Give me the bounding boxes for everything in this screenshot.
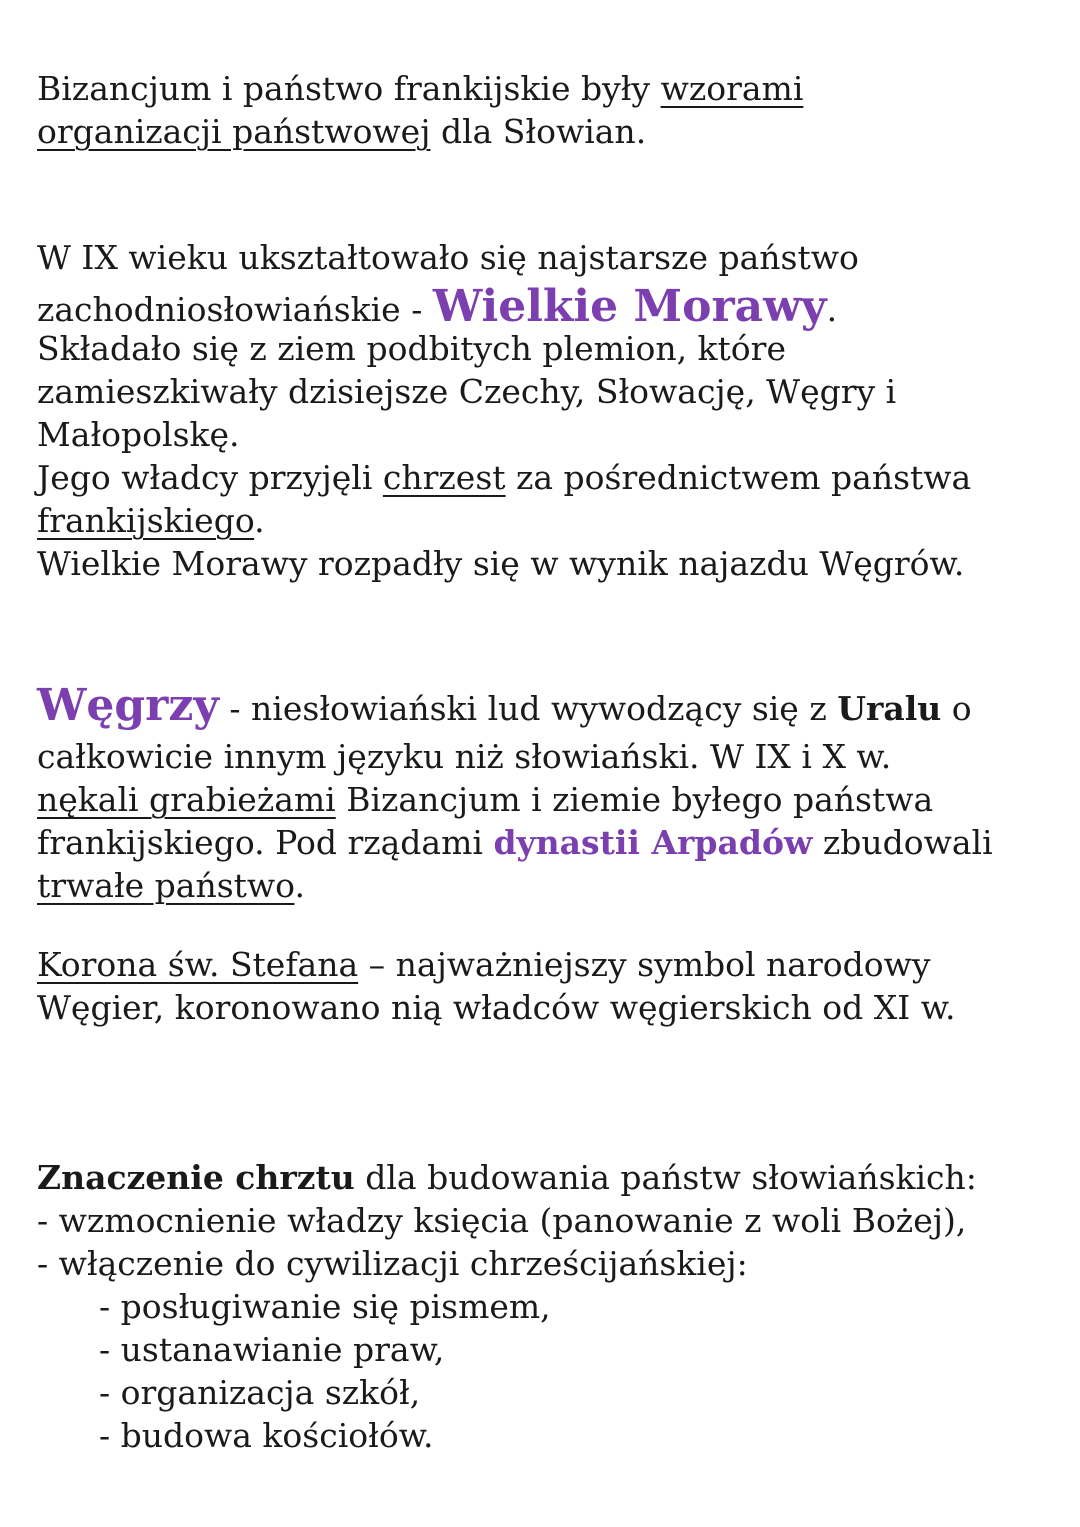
text-line: nękali grabieżami Bizancjum i ziemie byłego państwa bbox=[37, 780, 934, 819]
text-line: frankijskiego. bbox=[37, 501, 265, 540]
text-line: Jego władcy przyjęli chrzest za pośrednictwem państwa bbox=[37, 458, 972, 497]
text-line: frankijskiego. Pod rządami dynastii Arpadów zbudowali bbox=[37, 823, 993, 862]
underlined-term: Korona św. Stefana bbox=[37, 945, 359, 984]
list-item: - wzmocnienie władzy księcia (panowanie z woli Bożej), bbox=[37, 1201, 967, 1240]
underlined-term: nękali grabieżami bbox=[37, 780, 336, 819]
paragraph-crown bbox=[37, 943, 1047, 1029]
text-line: trwałe państwo. bbox=[37, 866, 305, 905]
sub-list-item: - budowa kościołów. bbox=[99, 1416, 434, 1455]
highlight-term-hungarians: Węgrzy bbox=[37, 680, 219, 731]
text-line: Małopolskę. bbox=[37, 415, 240, 454]
paragraph-hungarians bbox=[37, 680, 1047, 907]
paragraph-models bbox=[37, 67, 1047, 153]
text-line: zamieszkiwały dzisiejsze Czechy, Słowację, Węgry i bbox=[37, 372, 897, 411]
bold-term: Znaczenie chrztu bbox=[37, 1158, 355, 1197]
text-line: Korona św. Stefana – najważniejszy symbol narodowy bbox=[37, 945, 931, 984]
underlined-term: trwałe państwo bbox=[37, 866, 295, 905]
text-line: zachodniosłowiańskie - Wielkie Morawy. bbox=[37, 281, 838, 332]
paragraph-baptism bbox=[37, 1156, 1047, 1457]
sub-list-item: - posługiwanie się pismem, bbox=[99, 1287, 551, 1326]
list-item: - włączenie do cywilizacji chrześcijańskiej: bbox=[37, 1244, 748, 1283]
sub-list-item: - organizacja szkół, bbox=[99, 1373, 421, 1412]
underlined-term: organizacji państwowej bbox=[37, 112, 431, 151]
underlined-term: wzorami bbox=[660, 69, 804, 108]
underlined-term: frankijskiego bbox=[37, 501, 255, 540]
text-line: Bizancjum i państwo frankijskie były wzorami bbox=[37, 69, 804, 108]
paragraph-great-moravia bbox=[37, 236, 1047, 585]
text-line: W IX wieku ukształtowało się najstarsze państwo bbox=[37, 238, 859, 277]
underlined-term: chrzest bbox=[382, 458, 506, 497]
text-line: Znaczenie chrztu dla budowania państw słowiańskich: bbox=[37, 1158, 977, 1197]
bold-term: Uralu bbox=[837, 689, 942, 728]
sub-list-item: - ustanawianie praw, bbox=[99, 1330, 445, 1369]
text-line: całkowicie innym języku niż słowiański. W IX i X w. bbox=[37, 737, 892, 776]
highlight-term-arpad-dynasty: dynastii Arpadów bbox=[493, 823, 813, 862]
text-line: Składało się z ziem podbitych plemion, które bbox=[37, 329, 786, 368]
text-line: Wielkie Morawy rozpadły się w wynik najazdu Węgrów. bbox=[37, 544, 965, 583]
highlight-term-great-moravia: Wielkie Morawy bbox=[432, 281, 827, 332]
text-line: organizacji państwowej dla Słowian. bbox=[37, 112, 647, 151]
text-line: Węgier, koronowano nią władców węgierskich od XI w. bbox=[37, 988, 956, 1027]
text-line: Węgrzy - niesłowiański lud wywodzący się z Uralu o bbox=[37, 680, 972, 731]
